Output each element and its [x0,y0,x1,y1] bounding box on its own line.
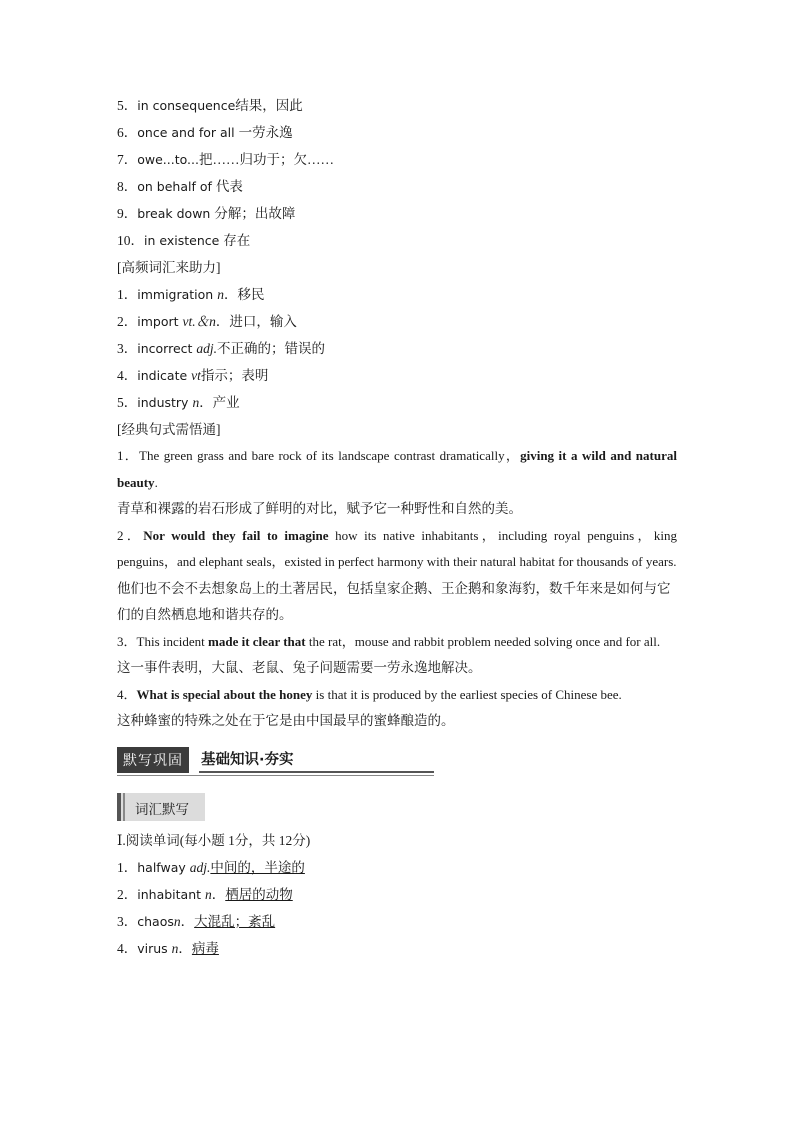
list-item: 3．chaosn．大混乱；紊乱 [117,913,276,929]
list-item: 3．incorrect adj.不正确的；错误的 [117,341,326,356]
sentence-translation: 这一事件表明，大鼠、老鼠、兔子问题需要一劳永逸地解决。 [117,660,482,676]
sentence-item: 2．Nor would they fail to imagine how its native inhabitants，including royal penguins，king penguins，and elephant seals，existed in perfect harmony with their natural habitat for thousands of years. [117,527,677,569]
sub-heading [117,793,205,821]
heading-marker [117,793,121,821]
sentence-heading: [经典句式需悟通] [117,422,221,437]
list-item: 6．once and for all 一劳永逸 [117,125,293,140]
list-item: 9．break down 分解；出故障 [117,206,296,221]
list-item: 5．industry n．产业 [117,395,240,410]
list-item: 4．indicate vt指示；表明 [117,368,269,383]
list-item: 10．in existence 存在 [117,233,251,248]
exercise-list [117,854,677,962]
answer: 大混乱；紊乱 [194,913,276,929]
document-page [117,92,677,962]
list-item: 2．inhabitant n．栖居的动物 [117,886,293,902]
list-item: 2．import vt.＆n．进口，输入 [117,314,297,329]
answer: 病毒 [191,940,219,956]
sub-heading-label: 词汇默写 [135,801,189,818]
section-title: 基础知识·夯实 [201,751,294,768]
sentence-list [117,443,677,735]
section-bar [117,745,677,775]
vocab-heading: [高频词汇来助力] [117,260,221,275]
phrase-list [117,92,677,254]
sentence-translation: 他们也不会不去想象岛上的土著居民，包括皇家企鹅、王企鹅和象海豹，数千年来是如何与它们的自然栖息地和谐共存的。 [117,580,671,623]
list-item: 8．on behalf of 代表 [117,179,243,194]
vocab-list [117,281,677,416]
list-item: 5．in consequence结果，因此 [117,98,303,113]
sentence-item: 1．The green grass and bare rock of its landscape contrast dramatically，giving it a wild and natural beauty. [117,448,677,490]
sentence-translation: 青草和裸露的岩石形成了鲜明的对比，赋予它一种野性和自然的美。 [117,501,522,517]
list-item: 1．halfway adj.中间的，半途的 [117,859,305,875]
list-item: 1．immigration n．移民 [117,287,265,302]
section-divider [199,771,434,773]
list-item: 7．owe...to...把……归功于；欠…… [117,152,334,167]
sentence-item: 3．This incident made it clear that the rat，mouse and rabbit problem needed solving once and for all. [117,633,661,649]
section-divider [117,775,434,776]
sentence-translation: 这种蜂蜜的特殊之处在于它是由中国最早的蜜蜂酿造的。 [117,713,455,729]
exercise-heading: Ⅰ.阅读单词(每小题 1分，共 12分) [117,832,311,848]
list-item: 4．virus n．病毒 [117,940,219,956]
sentence-item: 4．What is special about the honey is that it is produced by the earliest species of Chinese bee. [117,686,622,702]
answer: 中间的，半途的 [210,859,305,875]
answer: 栖居的动物 [225,886,293,902]
heading-marker [123,793,125,821]
section-tag: 默写巩固 [117,747,189,773]
